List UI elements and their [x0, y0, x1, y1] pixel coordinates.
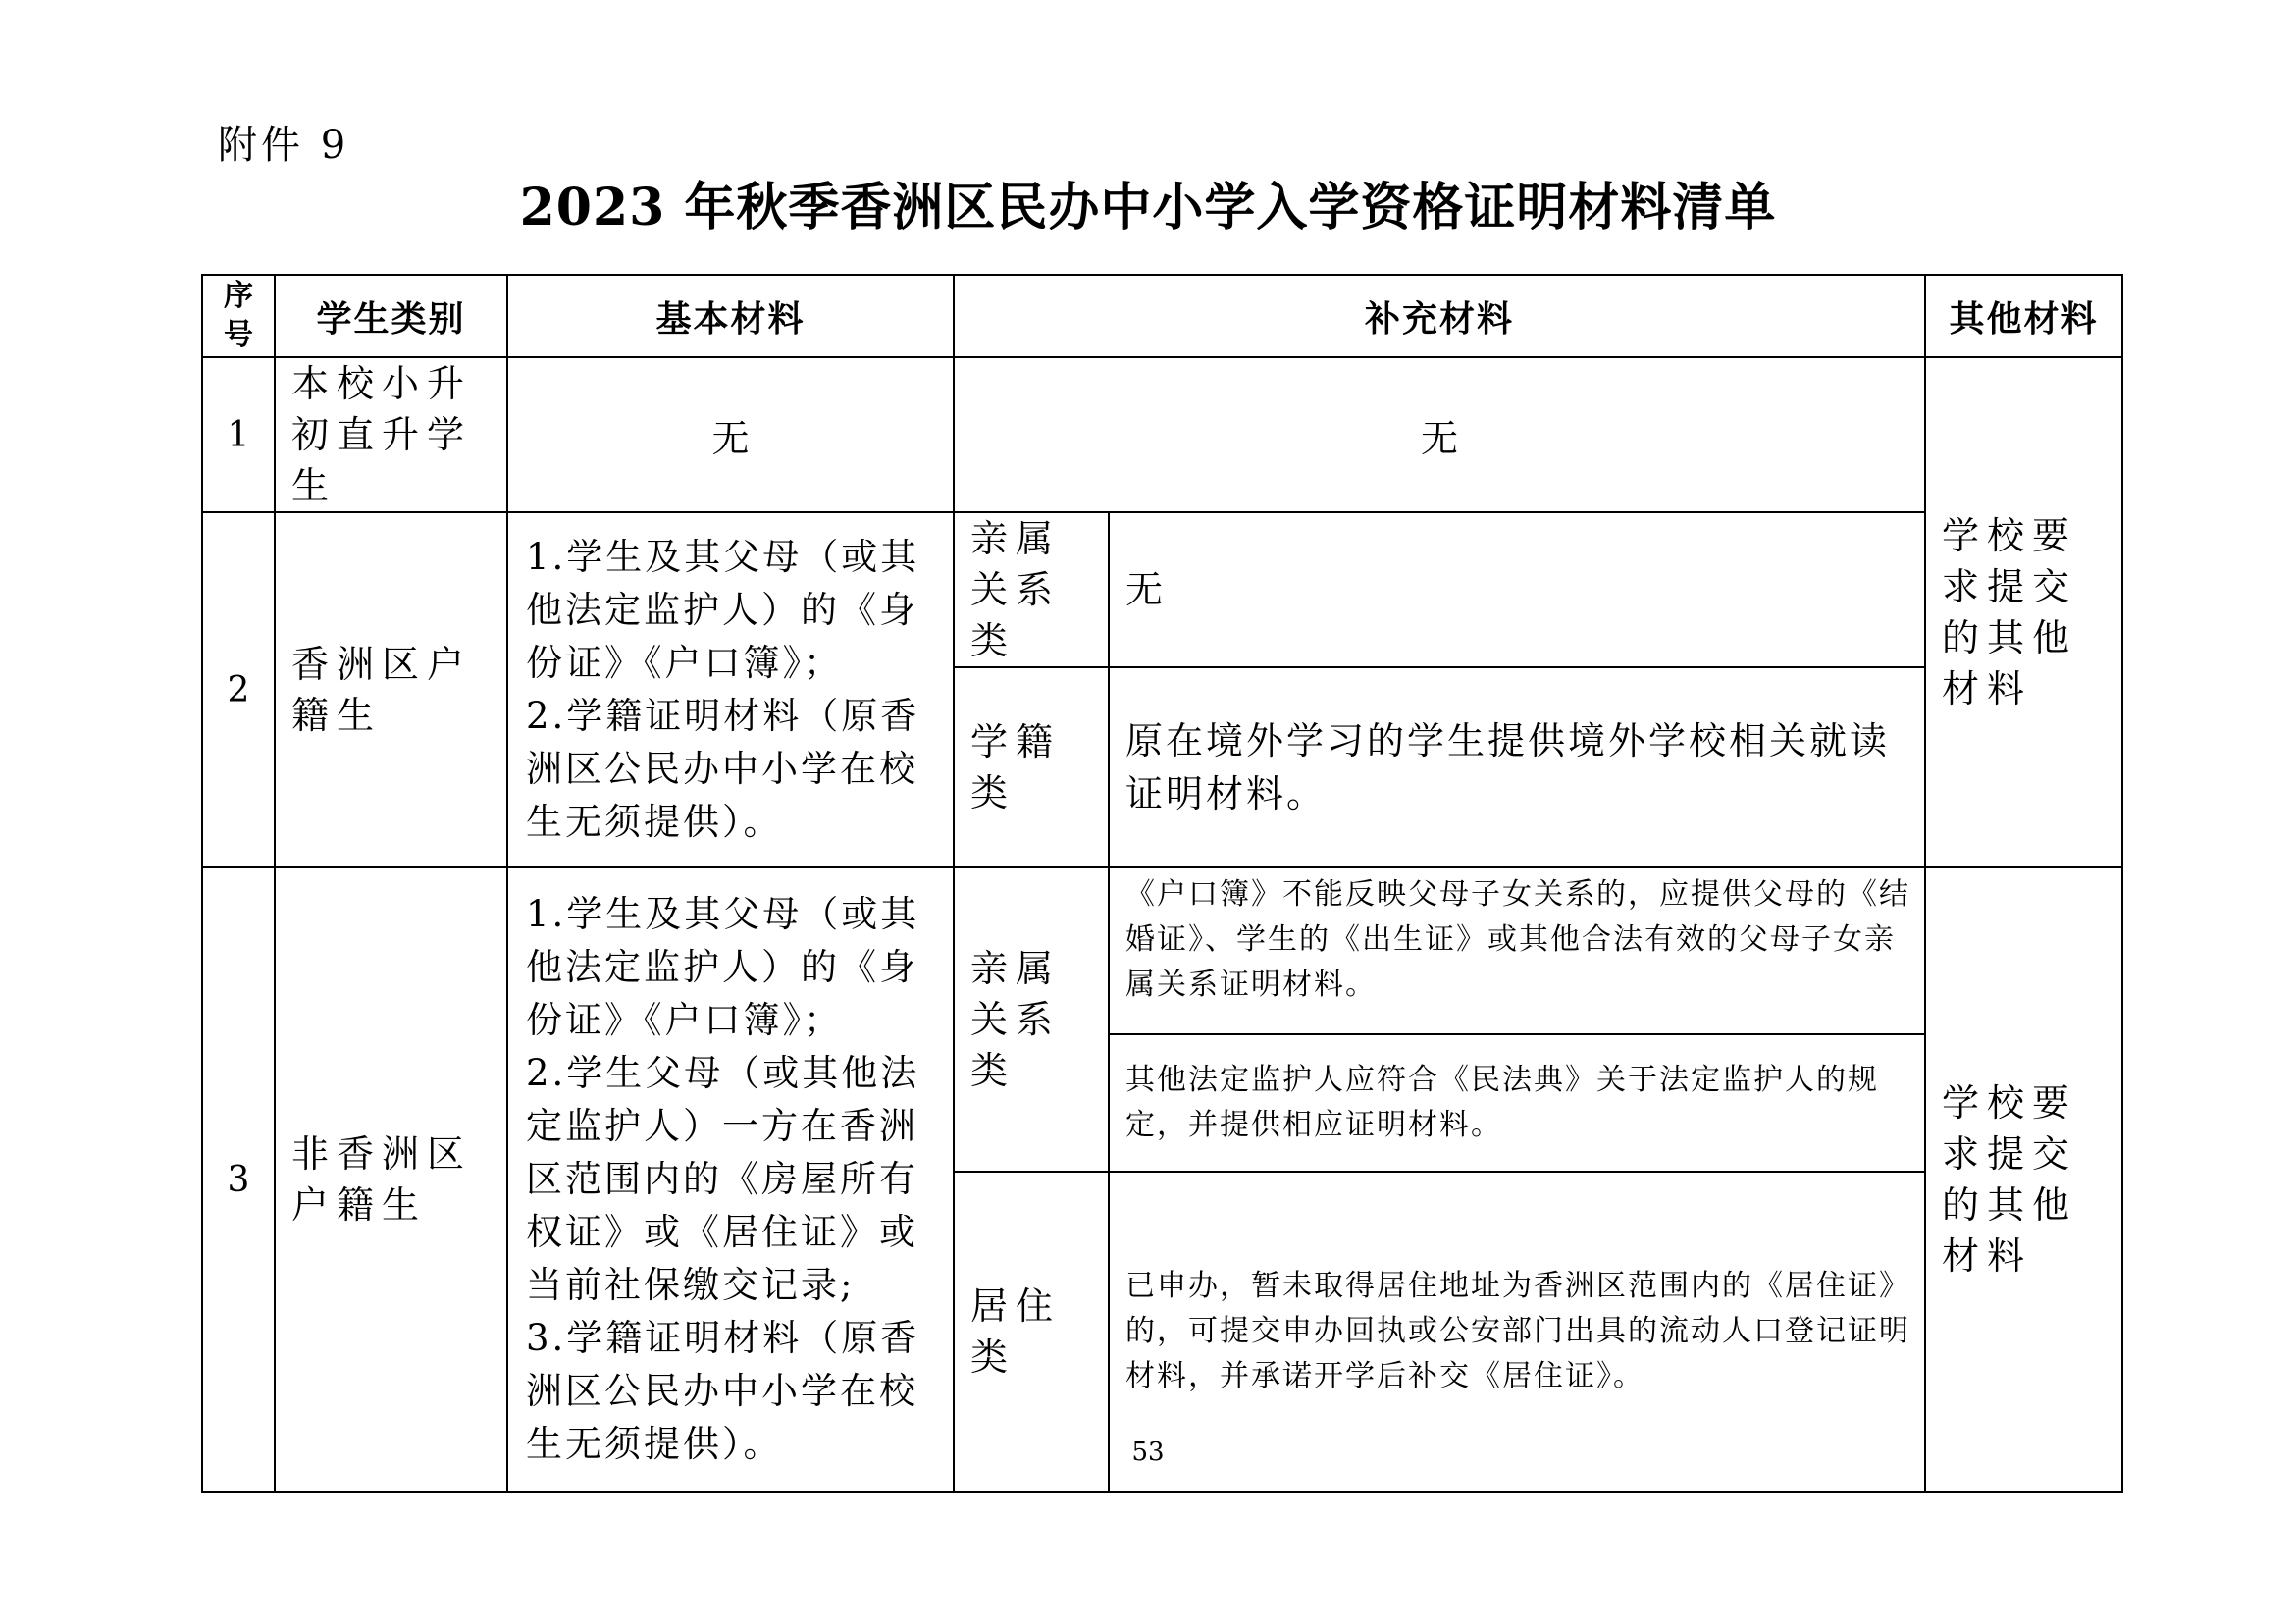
table-row [202, 512, 2122, 667]
supplementary-type: 学籍类 [954, 667, 1109, 867]
supplementary-content: 《户口簿》不能反映父母子女关系的，应提供父母的《结婚证》、学生的《出生证》或其他合法有效的父母子女亲属关系证明材料。 [1109, 867, 1925, 1034]
header-student-category: 学生类别 [275, 275, 507, 357]
materials-table [201, 274, 2123, 1493]
header-index: 序 号 [202, 275, 275, 357]
document-title: 2023 年秋季香洲区民办中小学入学资格证明材料清单 [519, 178, 1777, 237]
student-category: 本校小升初直升学生 [275, 357, 507, 512]
supplementary-type: 居住类 [954, 1172, 1109, 1492]
supplementary-materials: 无 [954, 357, 1925, 512]
supplementary-content: 无 [1109, 512, 1925, 667]
page-number: 53 [1131, 1438, 1165, 1467]
header-supplementary-materials: 补充材料 [954, 275, 1925, 357]
basic-materials: 1.学生及其父母（或其他法定监护人）的《身份证》《户口簿》； 2.学生父母（或其他法定监护人）一方在香洲区范围内的《房屋所有权证》或《居住证》或当前社保缴交记录; 3.学籍证明材料（原香洲区公民办中小学在校生无须提供）。 [507, 867, 954, 1492]
supplementary-type: 亲属关系类 [954, 867, 1109, 1172]
other-materials: 学校要求提交的其他材料 [1925, 867, 2122, 1492]
supplementary-content: 其他法定监护人应符合《民法典》关于法定监护人的规定，并提供相应证明材料。 [1109, 1034, 1925, 1172]
table-header-row [202, 275, 2122, 357]
header-other-materials: 其他材料 [1925, 275, 2122, 357]
supplementary-type: 亲属关系类 [954, 512, 1109, 667]
student-category: 非香洲区户籍生 [275, 867, 507, 1492]
header-basic-materials: 基本材料 [507, 275, 954, 357]
supplementary-content: 原在境外学习的学生提供境外学校相关就读证明材料。 [1109, 667, 1925, 867]
basic-materials: 无 [507, 357, 954, 512]
supplementary-content: 已申办，暂未取得居住地址为香洲区范围内的《居住证》的，可提交申办回执或公安部门出具的流动人口登记证明材料，并承诺开学后补交《居住证》。 [1109, 1172, 1925, 1492]
row-index: 3 [202, 867, 275, 1492]
basic-materials: 1.学生及其父母（或其他法定监护人）的《身份证》《户口簿》； 2.学籍证明材料（原香洲区公民办中小学在校生无须提供）。 [507, 512, 954, 867]
attachment-label: 附件 9 [218, 123, 350, 168]
table-row [202, 357, 2122, 512]
table-row [202, 867, 2122, 1034]
row-index: 1 [202, 357, 275, 512]
student-category: 香洲区户籍生 [275, 512, 507, 867]
row-index: 2 [202, 512, 275, 867]
other-materials: 学校要求提交的其他材料 [1925, 357, 2122, 867]
